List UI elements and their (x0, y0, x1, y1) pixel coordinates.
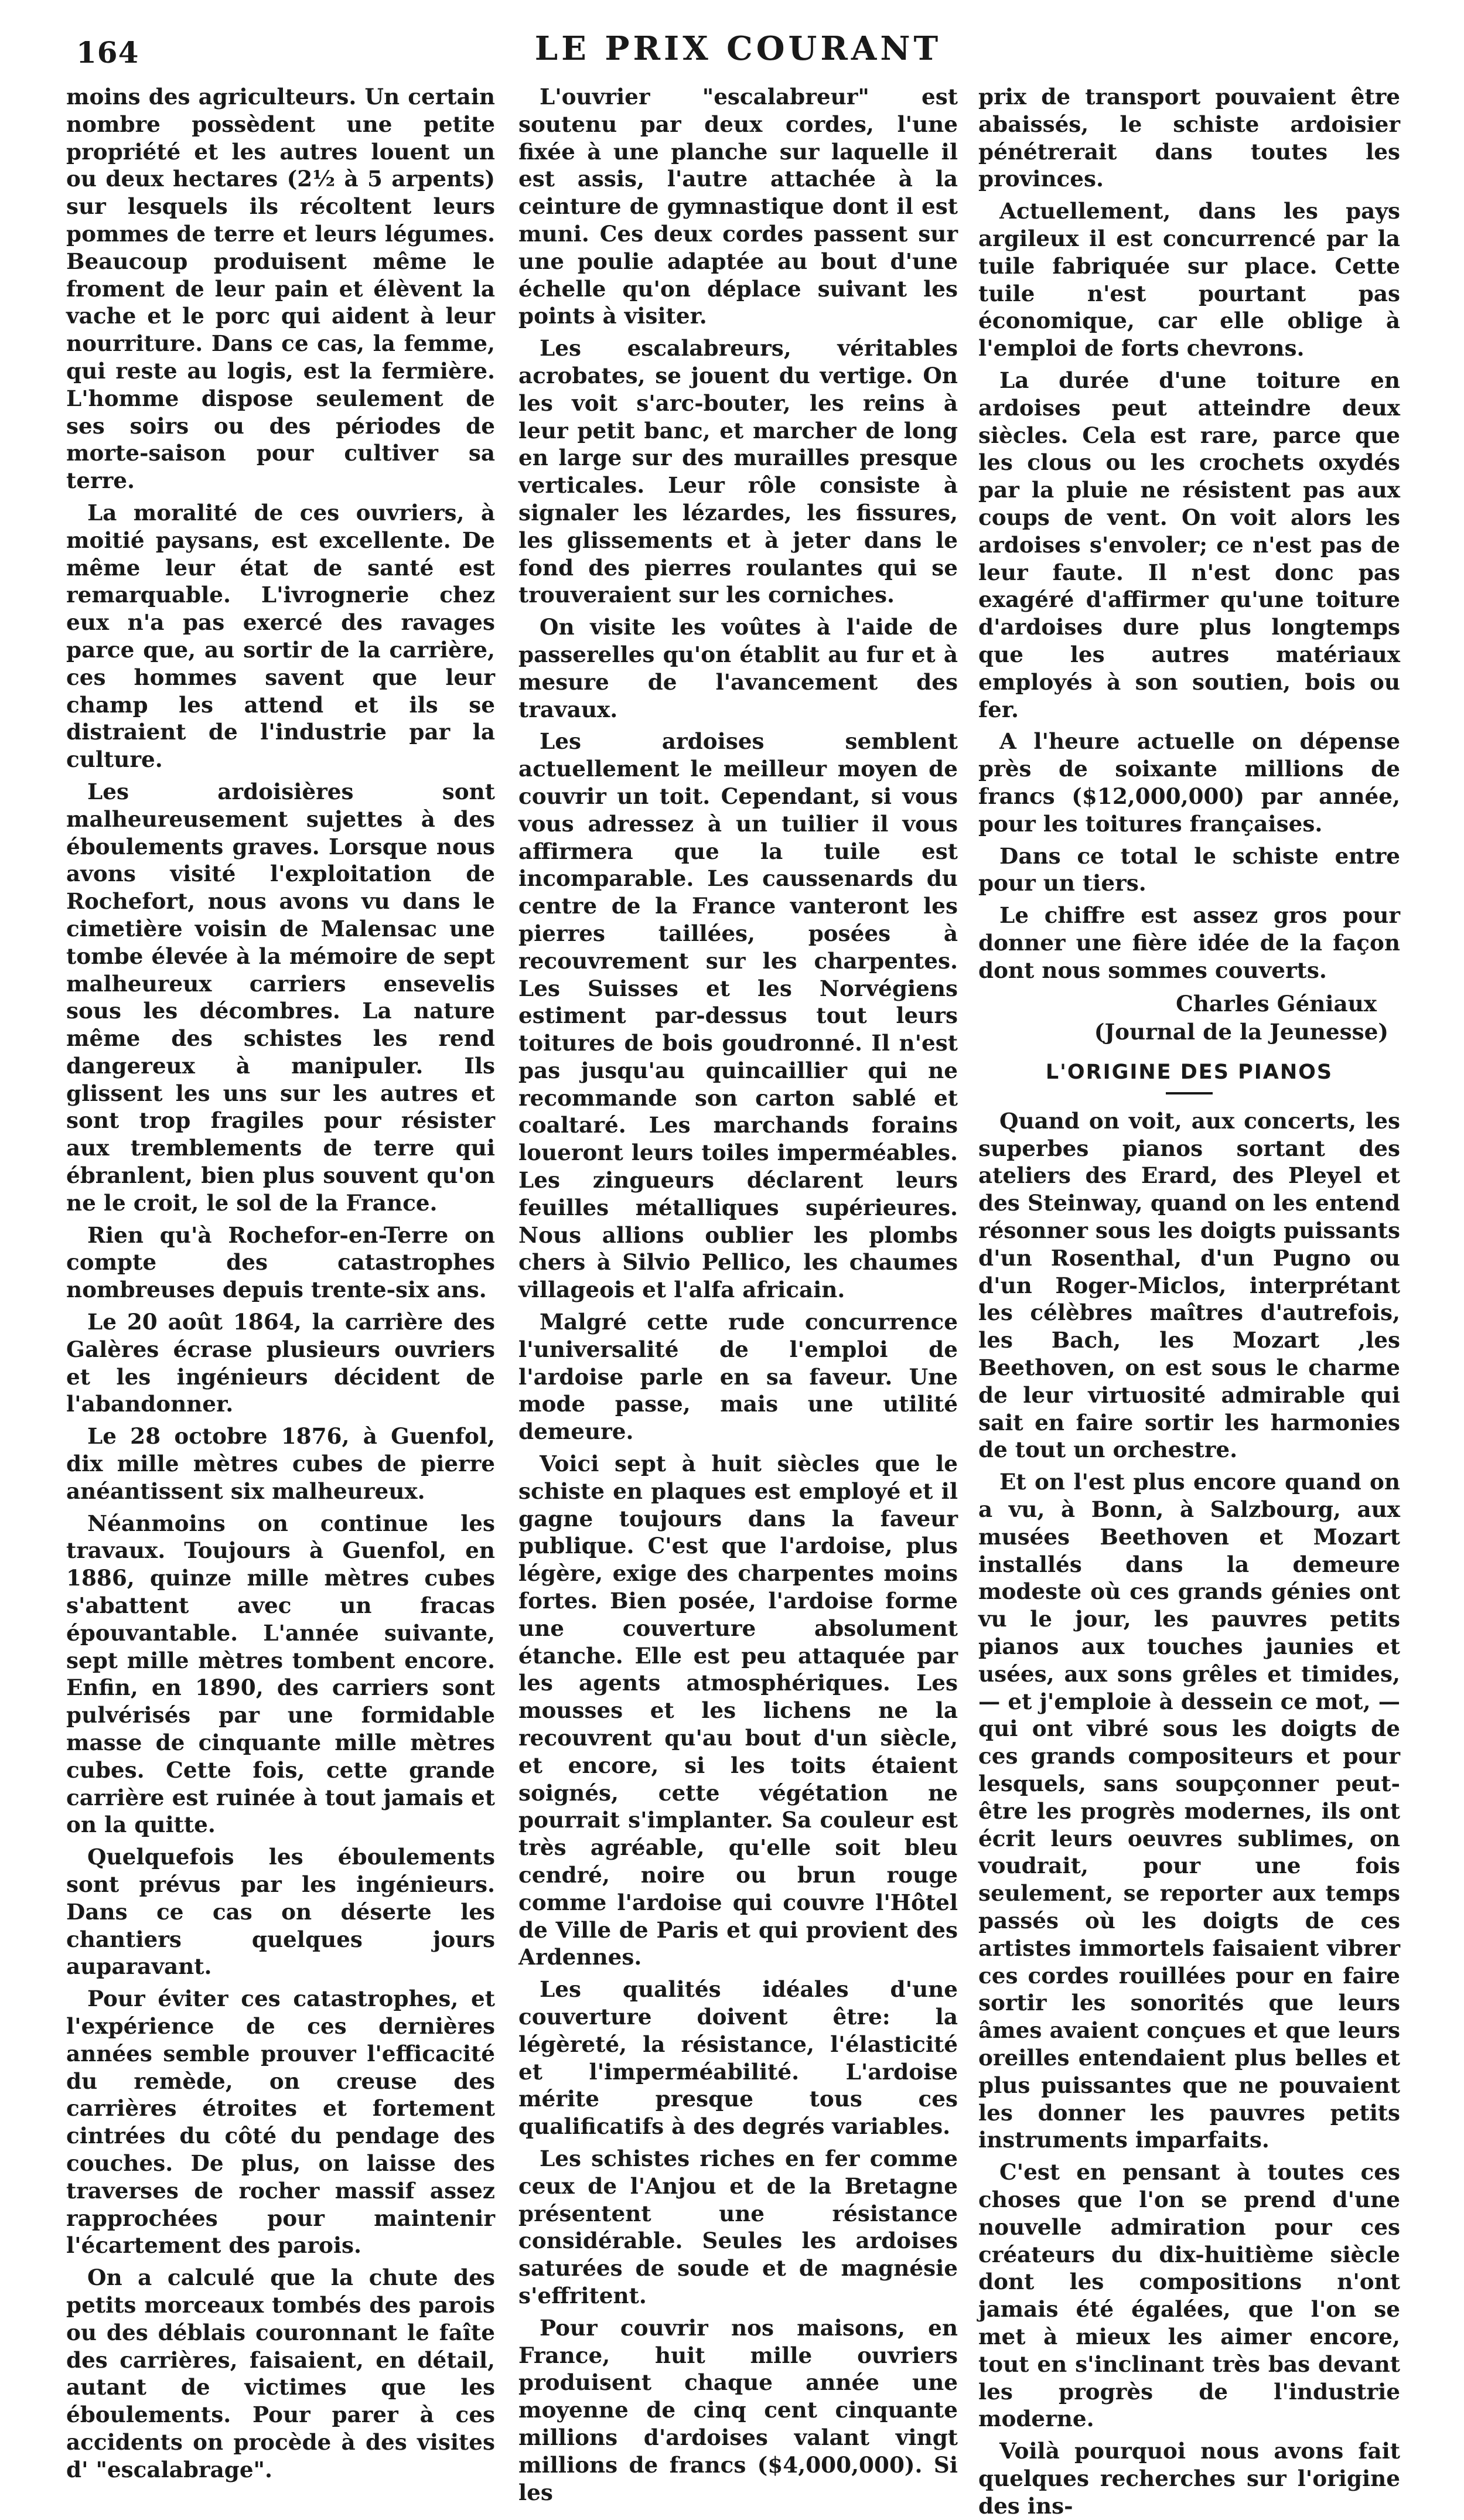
paragraph: Le chiffre est assez gros pour donner une fière idée de la façon dont nous sommes couverts. (978, 902, 1400, 983)
article-source: (Journal de la Jeunesse) (1094, 1019, 1388, 1045)
paragraph: Quelquefois les éboulements sont prévus par les ingénieurs. Dans ce cas on déserte les chantiers quelques jours auparavant. (66, 1844, 495, 1980)
paragraph: Actuellement, dans les pays argileux il est concurrencé par la tuile fabriquée sur place. Cette tuile n'est pourtant pas économique, car elle oblige à l'emploi de forts chevrons. (978, 198, 1400, 362)
paragraph: Voici sept à huit siècles que le schiste en plaques est employé et il gagne toujours dans la faveur publique. C'est que l'ardoise, plus légère, exige des charpentes moins fortes. Bien posée, l'ardoise forme une couverture absolument étanche. Elle est peu attaquée par les agents atmosphériques. Les mousses et les lichens ne la recouvrent qu'au bout d'un siècle, et encore, si les toits étaient soignés, cette végétation ne pourrait s'implanter. Sa couleur est très agréable, qu'elle soit bleu cendré, noire ou brun rouge comme l'ardoise qui couvre l'Hôtel de Ville de Paris et qui provient des Ardennes. (518, 1451, 958, 1970)
paragraph: Voilà pourquoi nous avons fait quelques recherches sur l'origine des ins- (978, 2438, 1400, 2519)
page-number: 164 (76, 35, 139, 70)
text-column-1 (66, 83, 495, 2483)
paragraph: A l'heure actuelle on dépense près de soixante millions de francs ($12,000,000) par année, pour les toitures françaises. (978, 728, 1400, 837)
paragraph: Les escalabreurs, véritables acrobates, se jouent du vertige. On les voit s'arc-bouter, les reins à leur petit banc, et marcher de long en large sur des murailles presque verticales. Leur rôle consiste à signaler les lézardes, les fissures, les glissements et à jeter dans le fond des pierres roulantes qui se trouveraient sur les corniches. (518, 335, 958, 608)
text-column-3 (978, 83, 1400, 2519)
paragraph: Le 20 août 1864, la carrière des Galères écrase plusieurs ouvriers et les ingénieurs décident de l'abandonner. (66, 1309, 495, 1417)
paragraph: Rien qu'à Rochefor-en-Terre on compte des catastrophes nombreuses depuis trente-six ans. (66, 1222, 495, 1303)
paragraph: On visite les voûtes à l'aide de passerelles qu'on établit au fur et à mesure de l'avancement des travaux. (518, 614, 958, 722)
text-column-2 (518, 83, 958, 2505)
paragraph: C'est en pensant à toutes ces choses que l'on se prend d'une nouvelle admiration pour ces créateurs du dix-huitième siècle dont les compositions n'ont jamais été égalées, que l'on se met à mieux les aimer encore, tout en s'inclinant très bas devant les progrès de l'industrie moderne. (978, 2159, 1400, 2432)
paragraph: prix de transport pouvaient être abaissés, le schiste ardoisier pénétrerait dans toutes les provinces. (978, 84, 1400, 192)
running-title: LE PRIX COURANT (534, 29, 942, 68)
paragraph: Quand on voit, aux concerts, les superbes pianos sortant des ateliers des Erard, des Pleyel et des Steinway, quand on les entend résonner sous les doigts puissants d'un Rosenthal, d'un Pugno ou d'un Roger-Miclos, interprétant les célèbres maîtres d'autrefois, les Bach, les Mozart ,les Beethoven, on est sous le charme de leur virtuosité admirable qui sait en faire sortir les harmonies de tout un orchestre. (978, 1107, 1400, 1463)
paragraph: Et on l'est plus encore quand on a vu, à Bonn, à Salzbourg, aux musées Beethoven et Mozart installés dans la demeure modeste où ces grands génies ont vu le jour, les pauvres petits pianos aux touches jaunies et usées, aux sons grêles et timides, — et j'emploie à dessein ce mot, — qui ont vibré sous les doigts de ces grands compositeurs et pour lesquels, sans soupçonner peut-être les progrès modernes, ils ont écrit leurs oeuvres sublimes, on voudrait, pour une fois seulement, se reporter aux temps passés où les doigts de ces artistes immortels faisaient vibrer ces cordes rouillées pour en faire sortir les sonorités que leurs âmes avaient conçues et que leurs oreilles entendaient plus belles et plus puissantes que ne pouvaient les donner les pauvres petits instruments imparfaits. (978, 1469, 1400, 2153)
paragraph: Dans ce total le schiste entre pour un tiers. (978, 843, 1400, 896)
page-header (70, 23, 1406, 76)
paragraph: La moralité de ces ouvriers, à moitié paysans, est excellente. De même leur état de santé est remarquable. L'ivrognerie chez eux n'a pas exercé des ravages parce que, au sortir de la carrière, ces hommes savent que leur champ les attend et ils se distraient de l'industrie par la culture. (66, 499, 495, 773)
paragraph: moins des agriculteurs. Un certain nombre possèdent une petite propriété et les autres louent un ou deux hectares (2½ à 5 arpents) sur lesquels ils récoltent leurs pommes de terre et leurs légumes. Beaucoup produisent même le froment de leur pain et élèvent la vache et le porc qui aident à leur nourriture. Dans ce cas, la femme, qui reste au logis, est la fermière. L'homme dispose seulement de ses soirs ou des périodes de morte-saison pour cultiver sa terre. (66, 84, 495, 494)
paragraph: Malgré cette rude concurrence l'universalité de l'emploi de l'ardoise parle en sa faveur. Une mode passe, mais une utilité demeure. (518, 1309, 958, 1445)
section-title: L'ORIGINE DES PIANOS (1045, 1060, 1333, 1085)
paragraph: L'ouvrier "escalabreur" est soutenu par deux cordes, l'une fixée à une planche sur laquelle il est assis, l'autre attachée à la ceinture de gymnastique dont il est muni. Ces deux cordes passent sur une poulie adaptée au bout d'une échelle qu'on déplace suivant les points à visiter. (518, 84, 958, 329)
paragraph: Néanmoins on continue les travaux. Toujours à Guenfol, en 1886, quinze mille mètres cubes s'abattent avec un fracas épouvantable. L'année suivante, sept mille mètres tombent encore. Enfin, en 1890, des carriers sont pulvérisés par une formidable masse de cinquante mille mètres cubes. Cette fois, cette grande carrière est ruinée à tout jamais et on la quitte. (66, 1510, 495, 1838)
title-underline (1166, 1092, 1213, 1094)
paragraph: Les ardoisières sont malheureusement sujettes à des éboulements graves. Lorsque nous avons visité l'exploitation de Rochefort, nous avons vu dans le cimetière voisin de Malensac une tombe élevée à la mémoire de sept malheureux carriers ensevelis sous les décombres. La nature même des schistes les rend dangereux à manipuler. Ils glissent les uns sur les autres et sont trop fragiles pour résister aux tremblements de terre qui ébranlent, bien plus souvent qu'on ne le croit, le sol de la France. (66, 778, 495, 1216)
paragraph: Les qualités idéales d'une couverture doivent être: la légèreté, la résistance, l'élasticité et l'imperméabilité. L'ardoise mérite presque tous ces qualificatifs à des degrés variables. (518, 1976, 958, 2140)
article-author: Charles Géniaux (1176, 990, 1377, 1017)
paragraph: Les schistes riches en fer comme ceux de l'Anjou et de la Bretagne présentent une résistance considérable. Seules les ardoises saturées de soude et de magnésie s'effritent. (518, 2145, 958, 2308)
paragraph: On a calculé que la chute des petits morceaux tombés des parois ou des déblais couronnant le faîte des carrières, faisaient, en détail, autant de victimes que les éboulements. Pour parer à ces accidents on procède à des visites d' "escalabrage". (66, 2265, 495, 2483)
paragraph: Pour éviter ces catastrophes, et l'expérience de ces dernières années semble prouver l'efficacité du remède, on creuse des carrières étroites et fortement cintrées du côté du pendage des couches. De plus, on laisse des traverses de rocher massif assez rapprochées pour maintenir l'écartement des parois. (66, 1986, 495, 2259)
paragraph: Pour couvrir nos maisons, en France, huit mille ouvriers produisent chaque année une moyenne de cinq cent cinquante millions d'ardoises valant vingt millions de francs ($4,000,000). Si les (518, 2314, 958, 2505)
paragraph: Le 28 octobre 1876, à Guenfol, dix mille mètres cubes de pierre anéantissent six malheureux. (66, 1423, 495, 1504)
paragraph: La durée d'une toiture en ardoises peut atteindre deux siècles. Cela est rare, parce que les clous ou les crochets oxydés par la pluie ne résistent pas aux coups de vent. On voit alors les ardoises s'envoler; ce n'est pas de leur faute. Il n'est donc pas exagéré d'affirmer qu'une toiture d'ardoises dure plus longtemps que les autres matériaux employés à son soutien, bois ou fer. (978, 367, 1400, 722)
paragraph: Les ardoises semblent actuellement le meilleur moyen de couvrir un toit. Cependant, si vous vous adressez à un tuilier il vous affirmera que la tuile est incomparable. Les caussenards du centre de la France vanteront les pierres taillées, posées à recouvrement sur les charpentes. Les Suisses et les Norvégiens estiment par-dessus tout leurs toitures de bois goudronné. Il n'est pas jusqu'au quincaillier qui ne recommande son carton sablé et coaltaré. Les marchands forains loueront leurs toiles imperméables. Les zingueurs déclarent leurs feuilles métalliques supérieures. Nous allions oublier les plombs chers à Silvio Pellico, les chaumes villageois et l'alfa africain. (518, 728, 958, 1303)
